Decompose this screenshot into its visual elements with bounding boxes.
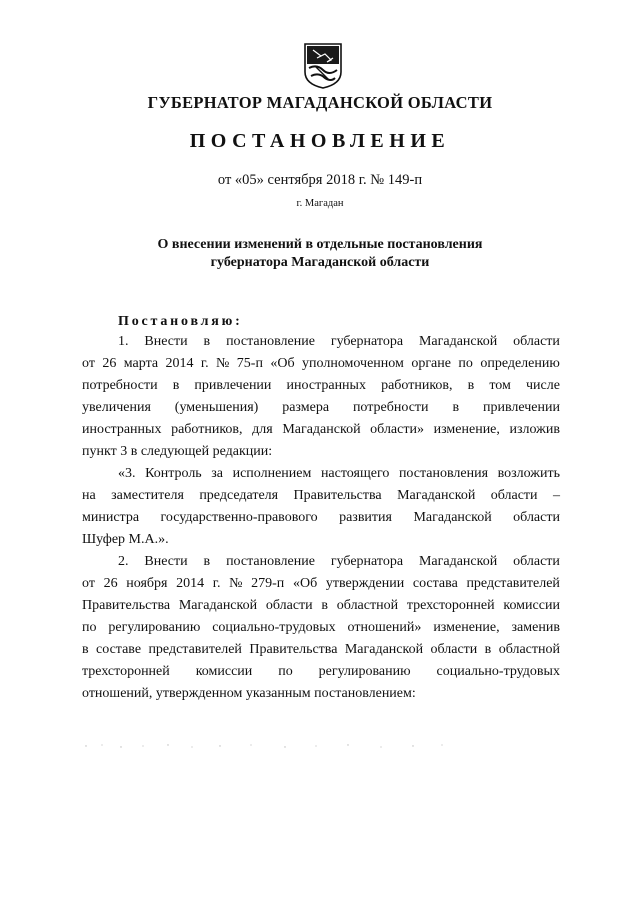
body-word: губернатора	[330, 334, 404, 349]
body-word: увеличения	[82, 400, 151, 415]
body-word: заместителя	[111, 488, 184, 503]
body-word: Магаданской	[418, 554, 498, 569]
body-word: привлечении	[482, 400, 560, 415]
body-word: утверждении	[325, 576, 405, 591]
body-word: изменение,	[433, 620, 500, 635]
body-word: регулированию	[108, 620, 201, 635]
body-word: 26	[102, 356, 117, 371]
body-word: Правительства	[293, 488, 382, 503]
body-word: «Об	[292, 576, 318, 591]
body-word: представителей	[148, 642, 242, 657]
body-line	[82, 378, 560, 400]
body-word: г.	[212, 576, 221, 591]
body-line	[118, 334, 560, 356]
body-word: области	[430, 642, 478, 657]
body-word: регулированию	[318, 664, 411, 679]
body-word: области	[513, 554, 560, 569]
body-word: в	[172, 378, 180, 393]
body-word: №	[229, 576, 243, 591]
body-word: потребности	[82, 378, 158, 393]
body-word: области	[265, 598, 313, 613]
body-word: в	[203, 554, 211, 569]
body-word: Контроль	[145, 466, 202, 481]
body-word: постановление	[226, 554, 315, 569]
body-word: областной	[336, 598, 399, 613]
body-word: от	[82, 356, 95, 371]
body-word: уполномоченном	[302, 356, 404, 371]
body-word: в	[467, 378, 475, 393]
document-type: ПОСТАНОВЛЕНИЕ	[189, 130, 451, 152]
body-word: заменив	[511, 620, 560, 635]
body-word: 1.	[118, 334, 129, 349]
document-city: г. Магадан	[296, 198, 344, 209]
body-word: работников,	[171, 422, 243, 437]
body-word: ноября	[126, 576, 168, 591]
body-word: г.	[200, 356, 209, 371]
body-word: трехсторонней	[406, 598, 495, 613]
body-line: Шуфер М.А.».	[82, 532, 169, 547]
coat-of-arms-emblem	[303, 42, 343, 90]
body-word: размера	[282, 400, 330, 415]
body-word: для	[252, 422, 273, 437]
body-word: области»	[370, 422, 424, 437]
body-word: трехсторонней	[82, 664, 170, 679]
body-word: 279-п	[251, 576, 285, 591]
body-line	[82, 488, 560, 510]
body-word: развития	[339, 510, 392, 525]
body-line	[82, 356, 560, 378]
body-line: отношений, утвержденном указанным постановлением:	[82, 686, 416, 701]
body-word: работников,	[381, 378, 453, 393]
body-word: –	[552, 488, 560, 503]
body-word: комиссии	[195, 664, 253, 679]
body-word: 26	[103, 576, 118, 591]
body-word: исполнением	[232, 466, 312, 481]
body-word: председателя	[199, 488, 279, 503]
body-line	[118, 466, 560, 488]
body-word: области	[513, 510, 560, 525]
body-word: том	[489, 378, 511, 393]
body-word: министра	[82, 510, 140, 525]
body-word: постановления	[398, 466, 489, 481]
body-word: «3.	[118, 466, 136, 481]
body-word: в	[321, 598, 329, 613]
body-word: губернатора	[330, 554, 404, 569]
body-word: по	[82, 620, 97, 635]
body-word: Правительства	[82, 598, 171, 613]
body-word: возложить	[497, 466, 560, 481]
body-word: числе	[525, 378, 560, 393]
body-word: иностранных	[286, 378, 366, 393]
body-word: 2014	[165, 356, 194, 371]
body-word: представителей	[466, 576, 560, 591]
document-date-number: от «05» сентября 2018 г. № 149-п	[217, 172, 423, 188]
body-word: в	[82, 642, 89, 657]
body-word: Магаданской	[178, 598, 258, 613]
body-word: (уменьшения)	[174, 400, 259, 415]
body-word: органе	[411, 356, 451, 371]
body-word: Магаданской	[413, 510, 492, 525]
body-word: изложив	[509, 422, 560, 437]
body-word: потребности	[352, 400, 429, 415]
body-word: иностранных	[82, 422, 162, 437]
subject-line: губернатора Магаданской области	[210, 255, 430, 270]
body-line	[82, 598, 560, 620]
body-word: социально-трудовых	[436, 664, 560, 679]
body-word: области	[490, 488, 538, 503]
body-word: 2.	[118, 554, 129, 569]
body-word: в	[452, 400, 460, 415]
body-line	[82, 642, 560, 664]
body-word: отношений»	[347, 620, 422, 635]
body-word: постановление	[226, 334, 315, 349]
body-word: по	[458, 356, 473, 371]
body-word: составе	[96, 642, 142, 657]
scan-speckles	[80, 742, 460, 750]
body-word: от	[82, 576, 95, 591]
body-word: Магаданской	[418, 334, 498, 349]
ordains-heading: Постановляю:	[118, 314, 243, 329]
body-line	[118, 554, 560, 576]
body-line	[82, 400, 560, 422]
body-word: Магаданской	[282, 422, 361, 437]
body-word: на	[82, 488, 96, 503]
body-word: привлечении	[194, 378, 272, 393]
body-word: 2014	[176, 576, 205, 591]
body-word: в	[203, 334, 211, 349]
body-word: комиссии	[503, 598, 560, 613]
body-word: в	[484, 642, 492, 657]
body-word: Магаданской	[397, 488, 476, 503]
body-word: области	[513, 334, 560, 349]
body-word: Магаданской	[344, 642, 424, 657]
body-word: состава	[412, 576, 458, 591]
body-word: областной	[498, 642, 560, 657]
body-word: Внести	[144, 554, 188, 569]
body-line	[82, 510, 560, 532]
body-word: Правительства	[249, 642, 338, 657]
body-word: изменение,	[433, 422, 500, 437]
body-word: «Об	[270, 356, 295, 371]
body-word: по	[278, 664, 293, 679]
body-word: государственно-правового	[160, 510, 318, 525]
body-line	[82, 620, 560, 642]
document-subject	[0, 236, 640, 272]
body-line	[82, 576, 560, 598]
body-word: №	[216, 356, 230, 371]
body-word: настоящего	[320, 466, 390, 481]
body-word: социально-трудовых	[212, 620, 336, 635]
body-word: Внести	[144, 334, 188, 349]
body-line	[82, 664, 560, 686]
body-word: за	[211, 466, 224, 481]
body-line	[82, 422, 560, 444]
issuer-title: ГУБЕРНАТОР МАГАДАНСКОЙ ОБЛАСТИ	[147, 93, 493, 112]
body-word: марта	[123, 356, 159, 371]
body-line: пункт 3 в следующей редакции:	[82, 444, 273, 459]
body-word: 75-п	[236, 356, 263, 371]
subject-line: О внесении изменений в отдельные постановления	[157, 237, 483, 252]
body-word: определению	[480, 356, 560, 371]
